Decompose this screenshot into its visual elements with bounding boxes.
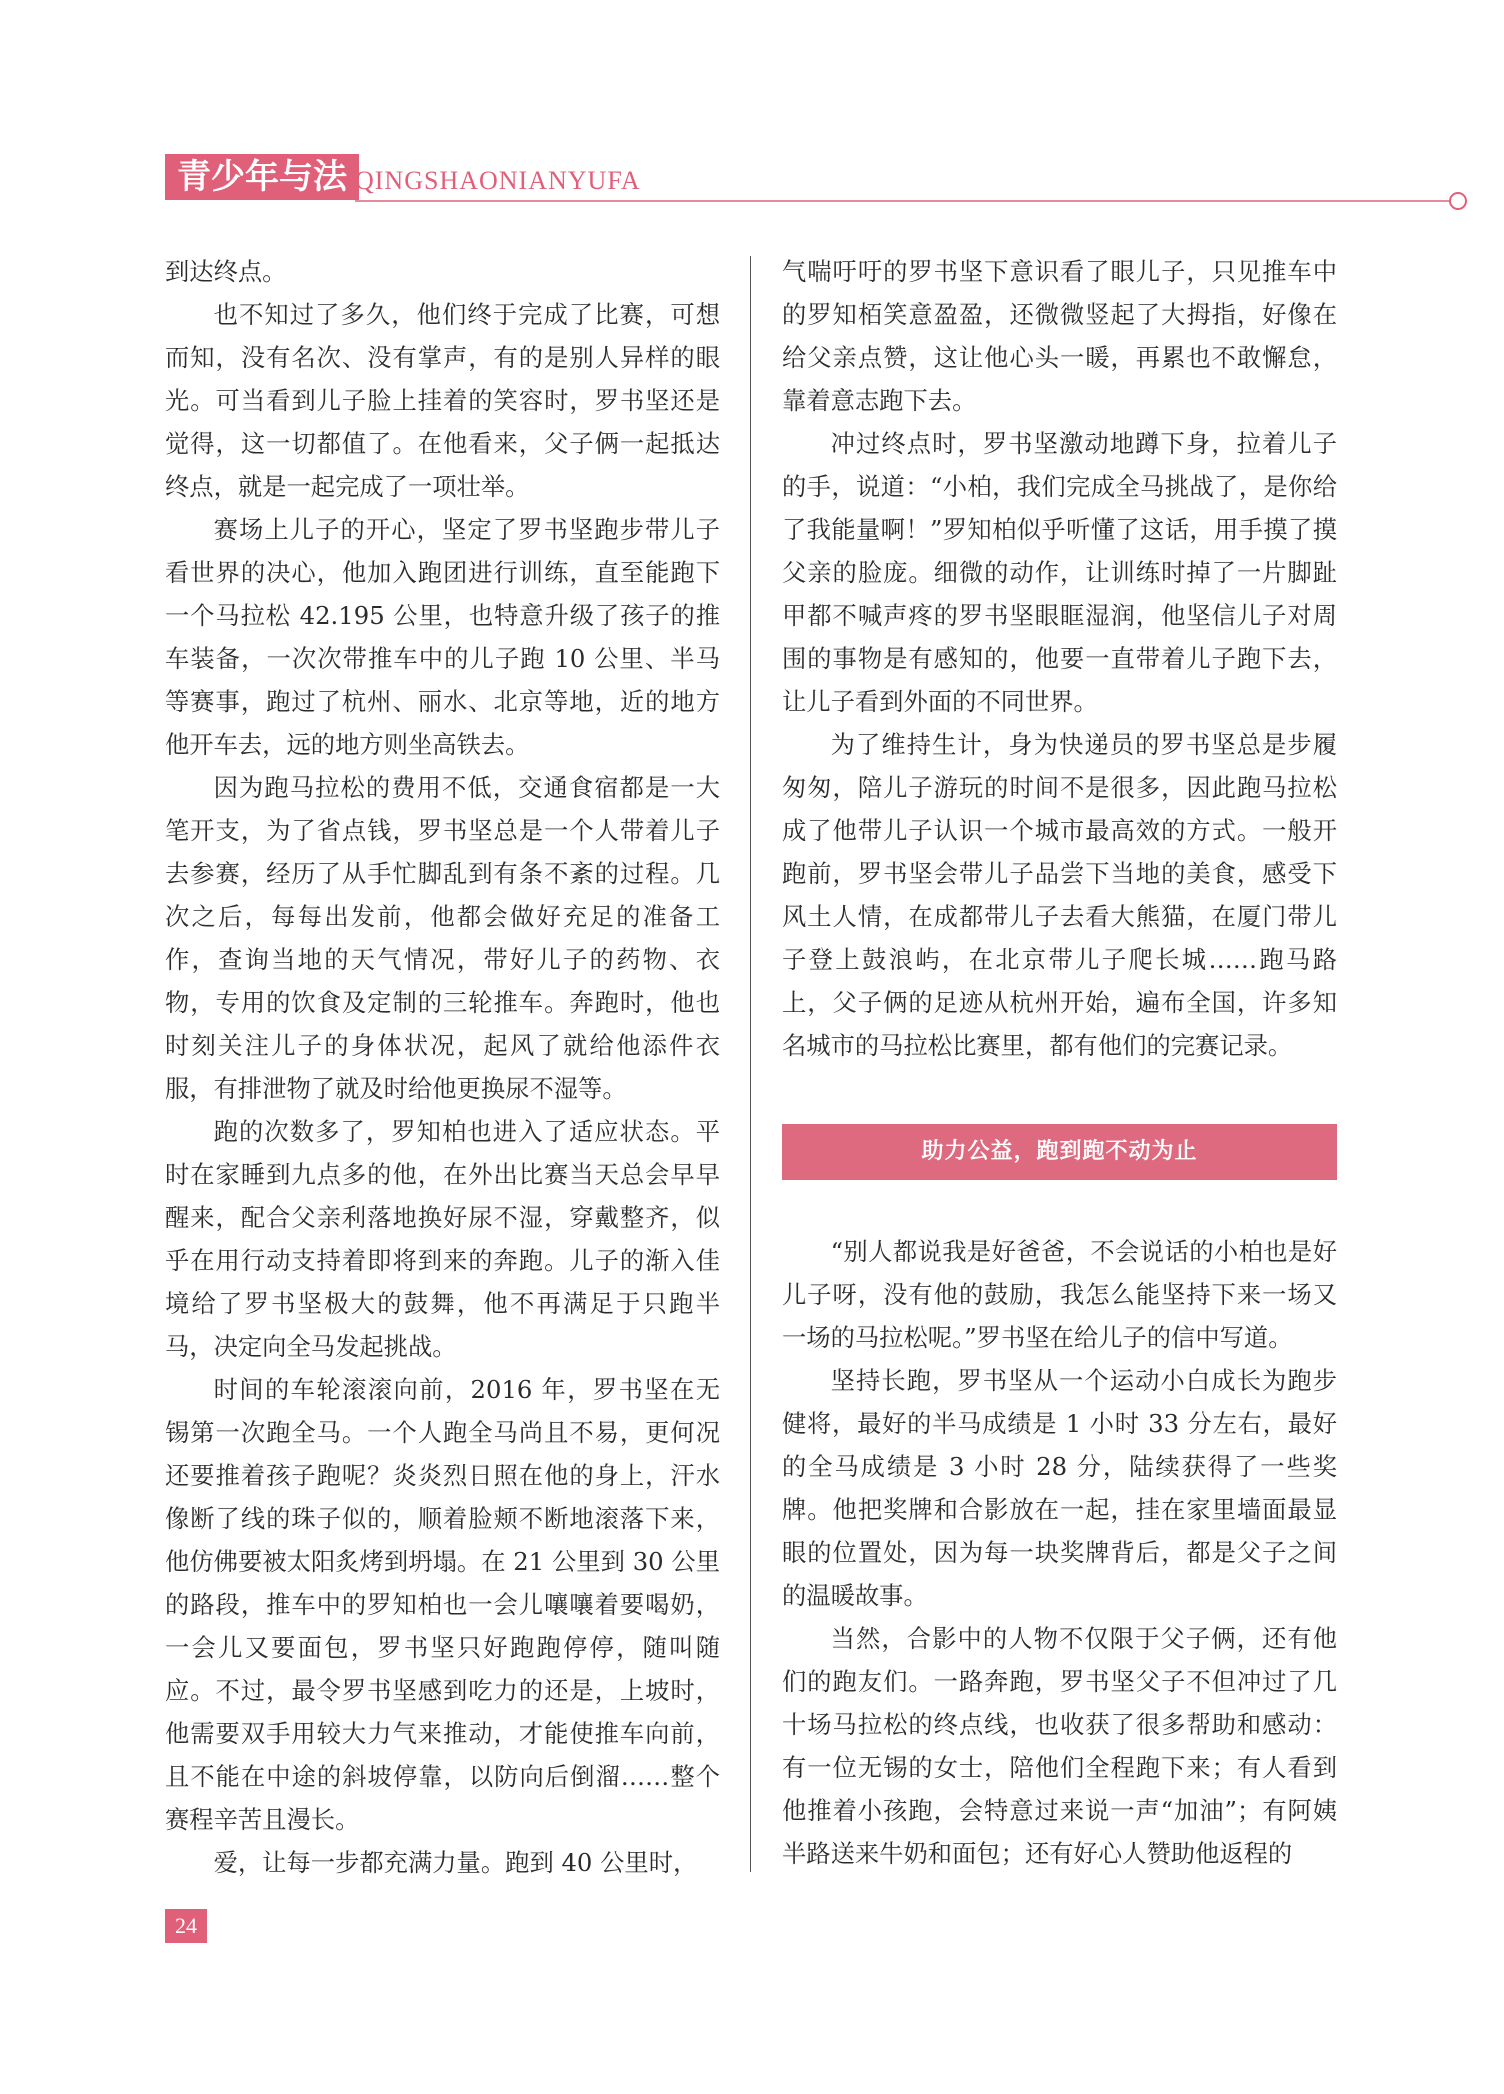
paragraph: 坚持长跑，罗书坚从一个运动小白成长为跑步健将，最好的半马成绩是 1 小时 33 分左右，最好的全马成绩是 3 小时 28 分，陆续获得了一些奖牌。他把奖牌和合影放在一起，挂在家里墙面最显眼的位置处，因为每一块奖牌背后，都是父子之间的温暖故事。 [782,1366,1337,1610]
paragraph: 当然，合影中的人物不仅限于父子俩，还有他们的跑友们。一路奔跑，罗书坚父子不但冲过了几十场马拉松的终点线，也收获了很多帮助和感动：有一位无锡的女士，陪他们全程跑下来；有人看到他推着小孩跑，会特意过来说一声“加油”；有阿姨半路送来牛奶和面包；还有好心人赞助他返程的 [782,1624,1337,1868]
paragraph: 也不知过了多久，他们终于完成了比赛，可想而知，没有名次、没有掌声，有的是别人异样的眼光。可当看到儿子脸上挂着的笑容时，罗书坚还是觉得，这一切都值了。在他看来，父子俩一起抵达终点，就是一起完成了一项壮举。 [165,300,720,501]
paragraph: 因为跑马拉松的费用不低，交通食宿都是一大笔开支，为了省点钱，罗书坚总是一个人带着儿子去参赛，经历了从手忙脚乱到有条不紊的过程。几次之后，每每出发前，他都会做好充足的准备工作，查询当地的天气情况，带好儿子的药物、衣物，专用的饮食及定制的三轮推车。奔跑时，他也时刻关注儿子的身体状况，起风了就给他添件衣服，有排泄物了就及时给他更换尿不湿等。 [165,773,720,1103]
header-rule [355,200,1450,202]
column-divider [750,256,751,1872]
paragraph: 为了维持生计，身为快递员的罗书坚总是步履匆匆，陪儿子游玩的时间不是很多，因此跑马拉松成了他带儿子认识一个城市最高效的方式。一般开跑前，罗书坚会带儿子品尝下当地的美食，感受下风土人情，在成都带儿子去看大熊猫，在厦门带儿子登上鼓浪屿，在北京带儿子爬长城……跑马路上，父子俩的足迹从杭州开始，遍布全国，许多知名城市的马拉松比赛里，都有他们的完赛记录。 [782,730,1337,1060]
paragraph: 跑的次数多了，罗知柏也进入了适应状态。平时在家睡到九点多的他，在外出比赛当天总会早早醒来，配合父亲利落地换好尿不湿，穿戴整齐，似乎在用行动支持着即将到来的奔跑。儿子的渐入佳境给了罗书坚极大的鼓舞，他不再满足于只跑半马，决定向全马发起挑战。 [165,1117,720,1361]
right-column [782,250,1337,1875]
paragraph: 赛场上儿子的开心，坚定了罗书坚跑步带儿子看世界的决心，他加入跑团进行训练，直至能跑下一个马拉松 42.195 公里，也特意升级了孩子的推车装备，一次次带推车中的儿子跑 10 公里、半马等赛事，跑过了杭州、丽水、北京等地，近的地方他开车去，远的地方则坐高铁去。 [165,515,720,759]
paragraph: 冲过终点时，罗书坚激动地蹲下身，拉着儿子的手，说道：“小柏，我们完成全马挑战了，是你给了我能量啊！”罗知柏似乎听懂了这话，用手摸了摸父亲的脸庞。细微的动作，让训练时掉了一片脚趾甲都不喊声疼的罗书坚眼眶湿润，他坚信儿子对周围的事物是有感知的，他要一直带着儿子跑下去，让儿子看到外面的不同世界。 [782,429,1337,716]
left-column [165,250,720,1884]
header-circle-ornament [1449,192,1467,210]
paragraph: 时间的车轮滚滚向前，2016 年，罗书坚在无锡第一次跑全马。一个人跑全马尚且不易，更何况还要推着孩子跑呢？炎炎烈日照在他的身上，汗水像断了线的珠子似的，顺着脸颊不断地滚落下来，他仿佛要被太阳炙烤到坍塌。在 21 公里到 30 公里的路段，推车中的罗知柏也一会儿嚷嚷着要喝奶，一会儿又要面包，罗书坚只好跑跑停停，随叫随应。不过，最令罗书坚感到吃力的还是，上坡时，他需要双手用较大力气来推动，才能使推车向前，且不能在中途的斜坡停靠，以防向后倒溜……整个赛程辛苦且漫长。 [165,1375,720,1834]
magazine-brand-latin: QINGSHAONIANYUFA [355,166,641,195]
page-number: 24 [165,1909,207,1943]
paragraph: 气喘吁吁的罗书坚下意识看了眼儿子，只见推车中的罗知栢笑意盈盈，还微微竖起了大拇指，好像在给父亲点赞，这让他心头一暖，再累也不敢懈怠，靠着意志跑下去。 [782,257,1337,415]
right-column-bottom [782,1230,1337,1875]
paragraph: 到达终点。 [165,257,287,286]
magazine-brand-cn: 青少年与法 [165,154,359,200]
section-heading: 助力公益，跑到跑不动为止 [782,1124,1337,1180]
page-header [165,154,1300,210]
paragraph: 爱，让每一步都充满力量。跑到 40 公里时， [213,1848,698,1877]
right-column-top [782,250,1337,1067]
paragraph: “别人都说我是好爸爸，不会说话的小柏也是好儿子呀，没有他的鼓励，我怎么能坚持下来一场又一场的马拉松呢。”罗书坚在给儿子的信中写道。 [782,1237,1337,1352]
